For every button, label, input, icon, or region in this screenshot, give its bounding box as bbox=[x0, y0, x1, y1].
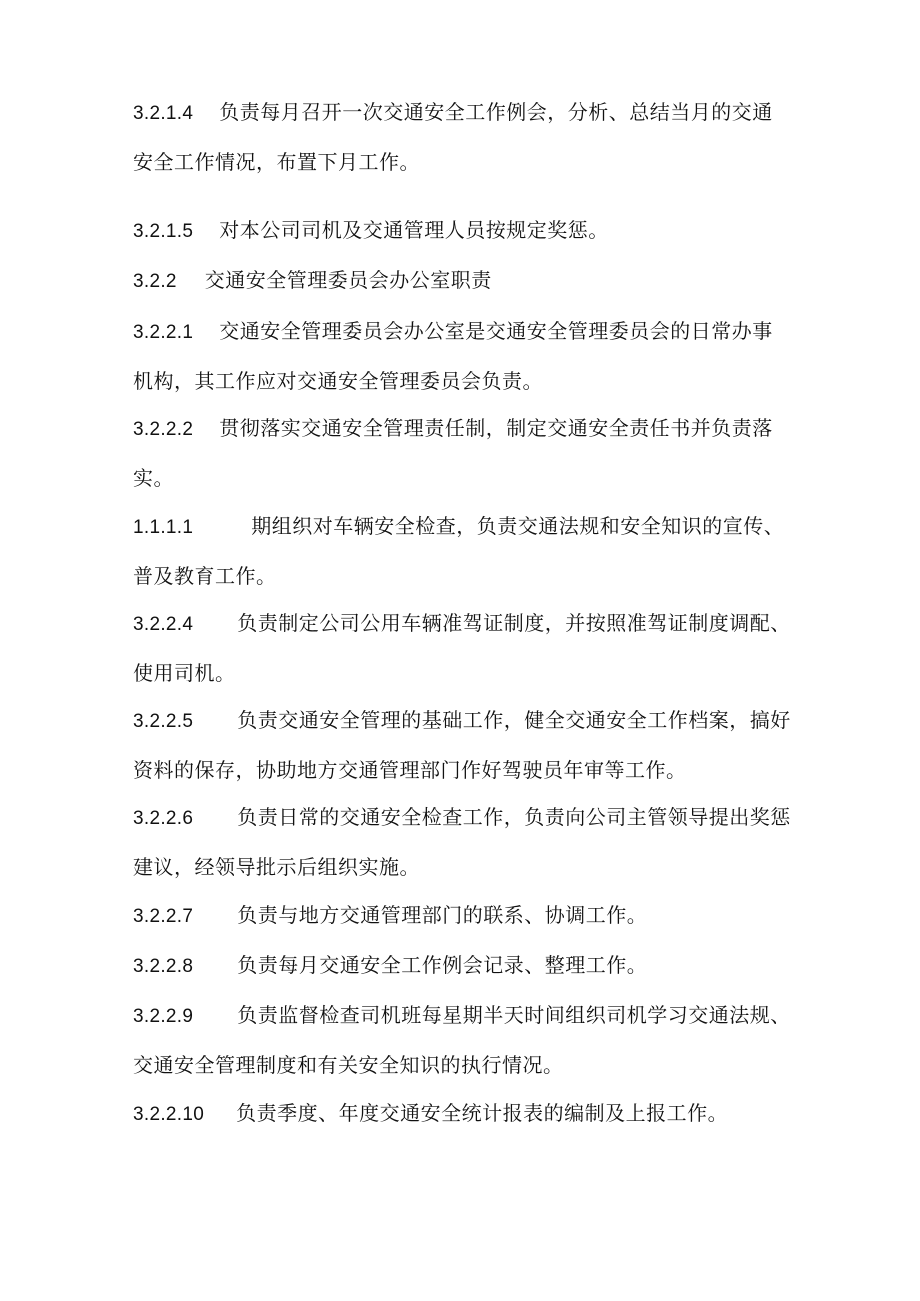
clause-3-2-2-heading bbox=[133, 256, 793, 306]
clause-3-2-2-2 bbox=[133, 404, 793, 502]
clause-number: 3.2.1.4 bbox=[133, 103, 194, 124]
clause-3-2-1-4 bbox=[133, 88, 793, 186]
clause-3-2-2-1 bbox=[133, 307, 793, 405]
clause-number: 3.2.2.2 bbox=[133, 419, 194, 440]
clause-text: 期组织对车辆安全检查，负责交通法规和安全知识的宣传、普及教育工作。 bbox=[133, 514, 785, 588]
clause-3-2-2-5 bbox=[133, 696, 793, 794]
clause-3-2-2-8 bbox=[133, 941, 793, 991]
clause-text: 交通安全管理委员会办公室职责 bbox=[204, 268, 492, 292]
clause-text: 贯彻落实交通安全管理责任制，制定交通安全责任书并负责落实。 bbox=[133, 416, 773, 490]
clause-number: 3.2.2.8 bbox=[133, 956, 194, 977]
clause-number: 3.2.2.6 bbox=[133, 808, 194, 829]
clause-number: 3.2.2.9 bbox=[133, 1006, 194, 1027]
clause-text: 负责季度、年度交通安全统计报表的编制及上报工作。 bbox=[236, 1101, 729, 1125]
clause-text: 交通安全管理委员会办公室是交通安全管理委员会的日常办事机构，其工作应对交通安全管理委员会负责。 bbox=[133, 319, 773, 393]
clause-3-2-2-9 bbox=[133, 991, 793, 1089]
clause-text: 负责日常的交通安全检查工作，负责向公司主管领导提出奖惩建议，经领导批示后组织实施。 bbox=[133, 805, 791, 879]
clause-number: 3.2.1.5 bbox=[133, 221, 194, 242]
clause-number: 3.2.2.10 bbox=[133, 1104, 205, 1125]
clause-text: 对本公司司机及交通管理人员按规定奖惩。 bbox=[219, 218, 609, 242]
clause-3-2-2-10 bbox=[133, 1089, 793, 1139]
clause-3-2-1-5 bbox=[133, 206, 793, 256]
clause-number: 3.2.2.1 bbox=[133, 322, 194, 343]
clause-text: 负责交通安全管理的基础工作，健全交通安全工作档案，搞好资料的保存，协助地方交通管理部门作好驾驶员年审等工作。 bbox=[133, 708, 791, 782]
clause-1-1-1-1 bbox=[133, 502, 793, 600]
clause-text: 负责每月召开一次交通安全工作例会，分析、总结当月的交通安全工作情况，布置下月工作。 bbox=[133, 100, 773, 174]
clause-3-2-2-6 bbox=[133, 793, 793, 891]
clause-text: 负责与地方交通管理部门的联系、协调工作。 bbox=[237, 903, 648, 927]
clause-number: 3.2.2.4 bbox=[133, 614, 194, 635]
clause-number: 1.1.1.1 bbox=[133, 517, 194, 538]
clause-3-2-2-4 bbox=[133, 599, 793, 697]
clause-text: 负责每月交通安全工作例会记录、整理工作。 bbox=[237, 953, 648, 977]
clause-number: 3.2.2.5 bbox=[133, 711, 194, 732]
clause-3-2-2-7 bbox=[133, 891, 793, 941]
clause-number: 3.2.2.7 bbox=[133, 906, 194, 927]
clause-text: 负责制定公司公用车辆准驾证制度，并按照准驾证制度调配、使用司机。 bbox=[133, 611, 791, 685]
clause-number: 3.2.2 bbox=[133, 271, 177, 292]
clause-text: 负责监督检查司机班每星期半天时间组织司机学习交通法规、交通安全管理制度和有关安全知识的执行情况。 bbox=[133, 1003, 791, 1077]
